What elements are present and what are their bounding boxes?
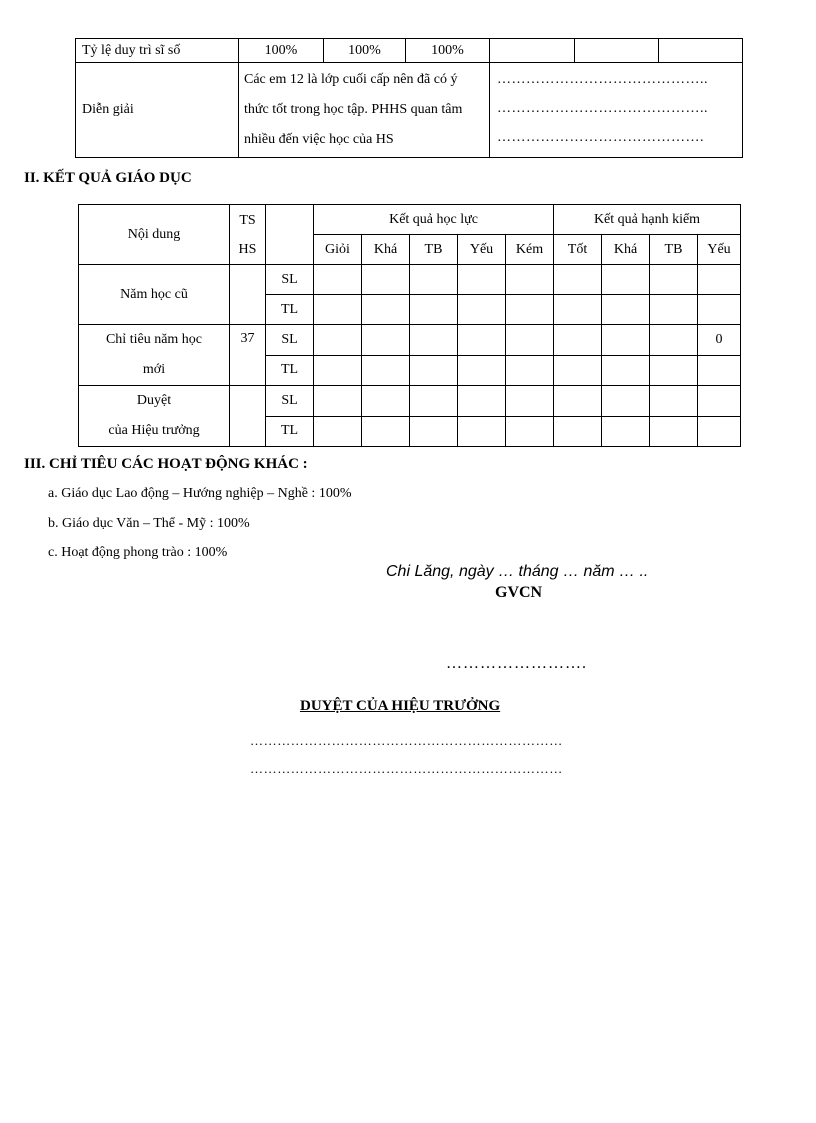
principal-approval-title: DUYỆT CỦA HIỆU TRƯỞNG (300, 698, 501, 714)
row-ts (230, 265, 266, 325)
section-2-title: II. KẾT QUẢ GIÁO DỤC (24, 170, 192, 186)
row-ts: 37 (230, 325, 266, 386)
row-sl: SL (266, 265, 314, 295)
retention-empty-cell (490, 39, 575, 63)
cell (602, 386, 650, 417)
cell (698, 355, 741, 386)
cell (554, 386, 602, 417)
cell (314, 386, 362, 417)
cell (506, 295, 554, 325)
cell (314, 325, 362, 356)
cell (410, 416, 458, 447)
row-label-line: Chỉ tiêu năm học (105, 332, 203, 347)
cell (506, 416, 554, 447)
cell (314, 265, 362, 295)
row-label-line: Duyệt (136, 393, 172, 408)
col-yeu: Yếu (458, 235, 506, 265)
education-results-table (78, 204, 741, 447)
header-ts-hs (230, 205, 266, 265)
cell (458, 355, 506, 386)
cell (650, 386, 698, 417)
col-kha: Khá (362, 235, 410, 265)
row-label-previous-year: Năm học cũ (79, 265, 230, 325)
row-sl: SL (266, 325, 314, 356)
cell (554, 355, 602, 386)
row-sl: SL (266, 386, 314, 417)
cell (554, 295, 602, 325)
cell (554, 265, 602, 295)
cell (314, 355, 362, 386)
cell (602, 355, 650, 386)
cell (410, 295, 458, 325)
cell (650, 265, 698, 295)
retention-table (75, 38, 743, 158)
cell (314, 295, 362, 325)
retention-empty-cell (659, 39, 743, 63)
col-tb: TB (410, 235, 458, 265)
approval-blank-line: …………………………………………………………… (250, 733, 563, 748)
cell-conduct-yeu-target: 0 (698, 325, 741, 356)
cell (458, 386, 506, 417)
section-3-title: III. CHỈ TIÊU CÁC HOẠT ĐỘNG KHÁC : (24, 456, 308, 472)
row-label-new-target (79, 325, 230, 386)
row-ts (230, 386, 266, 447)
date-line: Chi Lăng, ngày … tháng … năm … .. (386, 563, 649, 580)
cell (602, 265, 650, 295)
col-conduct-tb: TB (650, 235, 698, 265)
blank-line: …………………………………….. (497, 72, 708, 87)
cell (458, 325, 506, 356)
activity-item-culture: b. Giáo dục Văn – Thể - Mỹ : 100% (48, 516, 250, 531)
retention-empty-cell (575, 39, 659, 63)
cell (410, 386, 458, 417)
header-ts: TS (239, 212, 256, 228)
cell (698, 265, 741, 295)
cell (554, 416, 602, 447)
row-label-line: của Hiệu trưởng (108, 423, 200, 438)
cell (410, 325, 458, 356)
retention-label: Tỷ lệ duy trì sĩ số (76, 39, 239, 63)
col-gioi: Giỏi (314, 235, 362, 265)
cell (458, 416, 506, 447)
header-conduct: Kết quả hạnh kiểm (554, 205, 741, 235)
explanation-label: Diễn giải (76, 63, 239, 158)
header-hs: HS (238, 241, 257, 257)
cell (506, 265, 554, 295)
col-kem: Kém (506, 235, 554, 265)
col-tot: Tốt (554, 235, 602, 265)
cell (602, 325, 650, 356)
cell (650, 355, 698, 386)
cell (362, 265, 410, 295)
cell (362, 325, 410, 356)
cell (458, 265, 506, 295)
cell (506, 325, 554, 356)
explanation-blank-lines (490, 63, 743, 158)
blank-line: ……………………………………. (497, 130, 704, 145)
cell (602, 416, 650, 447)
cell (362, 416, 410, 447)
cell (698, 416, 741, 447)
row-label-principal-approval (79, 386, 230, 447)
cell (650, 295, 698, 325)
signature-blank: ……………………. (446, 655, 587, 672)
cell (602, 295, 650, 325)
header-academic: Kết quả học lực (314, 205, 554, 235)
cell (410, 265, 458, 295)
cell (506, 386, 554, 417)
header-unit (266, 205, 314, 265)
homeroom-teacher-title: GVCN (495, 584, 543, 601)
col-conduct-yeu: Yếu (698, 235, 741, 265)
cell (410, 355, 458, 386)
retention-value-2: 100% (324, 39, 406, 63)
row-tl: TL (266, 355, 314, 386)
cell (362, 355, 410, 386)
cell (554, 325, 602, 356)
blank-line: …………………………………….. (497, 101, 708, 116)
row-tl: TL (266, 295, 314, 325)
cell (362, 295, 410, 325)
retention-value-3: 100% (406, 39, 490, 63)
row-label-line: mới (142, 362, 166, 377)
cell (362, 386, 410, 417)
activity-item-labor: a. Giáo dục Lao động – Hướng nghiệp – Nghề : 100% (48, 486, 352, 501)
cell (458, 295, 506, 325)
header-content: Nội dung (79, 205, 230, 265)
row-tl: TL (266, 416, 314, 447)
cell (506, 355, 554, 386)
retention-value-1: 100% (239, 39, 324, 63)
col-conduct-kha: Khá (602, 235, 650, 265)
activity-item-movement: c. Hoạt động phong trào : 100% (48, 545, 228, 560)
cell (698, 386, 741, 417)
cell (314, 416, 362, 447)
cell (650, 416, 698, 447)
explanation-text: Các em 12 là lớp cuối cấp nên đã có ý thức tốt trong học tập. PHHS quan tâm nhiều đến việc học của HS (239, 63, 490, 158)
cell (698, 295, 741, 325)
cell (650, 325, 698, 356)
approval-blank-line: …………………………………………………………… (250, 761, 563, 776)
